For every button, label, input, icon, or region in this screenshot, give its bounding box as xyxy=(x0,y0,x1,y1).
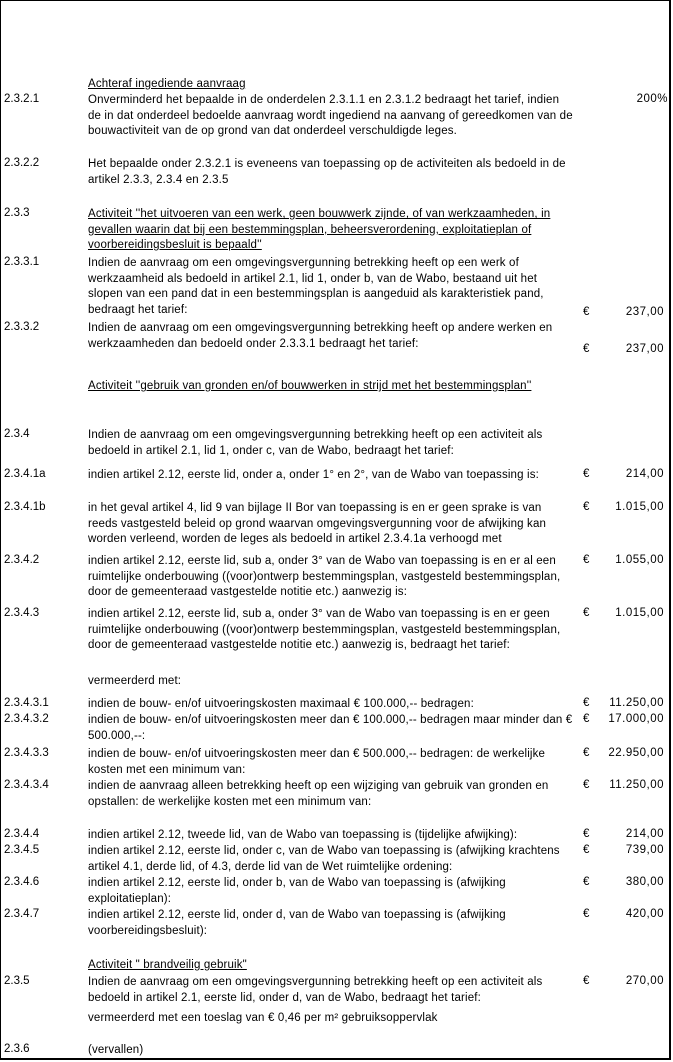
euro-sign: € xyxy=(583,713,590,725)
article-number: 2.3.5 xyxy=(4,975,30,987)
section-heading-werk: Activiteit ''het uitvoeren van een werk, geen bouwwerk zijnde, of van werkzaamheden, in gevallen waarin dat bij een bestemmingsplan, beheersverordening, exploitatieplan of voorbereidingsbesluit is bepaald'' xyxy=(88,208,551,252)
article-number: 2.3.4.3.4 xyxy=(4,779,49,791)
article-number: 2.3.4.5 xyxy=(4,844,40,856)
euro-sign: € xyxy=(583,876,590,888)
euro-sign: € xyxy=(583,844,590,856)
article-text: Indien de aanvraag om een omgevingsvergunning betrekking heeft op andere werken en werkzaamheden dan bedoeld onder 2.3.3.1 bedraagt het tarief: xyxy=(88,322,553,350)
article-number: 2.3.3.2 xyxy=(4,321,40,333)
euro-sign: € xyxy=(583,747,590,759)
euro-sign: € xyxy=(583,501,590,513)
article-text: indien artikel 2.12, eerste lid, sub a, onder 3° van de Wabo van toepassing is en er al een ruimtelijke onderbouwing ((voor)ontwerp bestemmingsplan, vastgesteld bestemmingsplan, door de gemeenteraad vastgestelde notitie etc.) aanwezig is: xyxy=(88,555,561,599)
article-number: 2.3.2.1 xyxy=(4,93,40,105)
euro-sign: € xyxy=(583,779,590,791)
section-heading-achteraf: Achteraf ingediende aanvraag xyxy=(88,78,246,90)
euro-sign: € xyxy=(583,697,590,709)
article-amount: 1.015,00 xyxy=(615,501,664,513)
article-text: indien artikel 2.12, eerste lid, onder b, van de Wabo van toepassing is (afwijking exploitatieplan): xyxy=(88,877,506,905)
euro-sign: € xyxy=(583,908,590,920)
article-amount: 214,00 xyxy=(625,828,664,840)
section-heading-gebruik: Activiteit ''gebruik van gronden en/of bouwwerken in strijd met het bestemmingsplan'' xyxy=(88,380,532,392)
euro-sign: € xyxy=(583,975,590,987)
article-text: indien artikel 2.12, eerste lid, onder c, van de Wabo van toepassing is (afwijking krachtens artikel 4.1, derde lid, of 4.3, derde lid van de Wet ruimtelijke ordening: xyxy=(88,845,560,873)
article-amount: 22.950,00 xyxy=(608,747,664,759)
article-number: 2.3.4.3.1 xyxy=(4,697,49,709)
euro-sign: € xyxy=(583,607,590,619)
euro-sign: € xyxy=(583,554,590,566)
article-number: 2.3.3.1 xyxy=(4,256,40,268)
article-text: indien de bouw- en/of uitvoeringskosten meer dan € 500.000,-- bedragen: de werkelijke kosten met een minimum van: xyxy=(88,748,546,776)
article-number: 2.3.6 xyxy=(4,1043,30,1055)
article-subtext: vermeerderd met: xyxy=(88,675,182,687)
article-subtext: vermeerderd met een toeslag van € 0,46 per m² gebruiksoppervlak xyxy=(88,1012,438,1024)
article-number: 2.3.4.1b xyxy=(4,501,46,513)
article-text: Indien de aanvraag om een omgevingsvergunning betrekking heeft op een activiteit als bedoeld in artikel 2.1, eerste lid, onder d, van de Wabo, bedraagt het tarief: xyxy=(88,976,543,1004)
section-heading-brandveilig: Activiteit " brandveilig gebruik" xyxy=(88,959,247,971)
article-text: (vervallen) xyxy=(88,1044,144,1056)
euro-sign: € xyxy=(583,306,590,318)
article-number: 2.3.4.3.3 xyxy=(4,747,49,759)
article-text: indien artikel 2.12, eerste lid, onder d, van de Wabo van toepassing is (afwijking voorbereidingsbesluit): xyxy=(88,909,506,937)
article-amount: 420,00 xyxy=(625,908,664,920)
article-text: indien artikel 2.12, eerste lid, sub a, onder 3° van de Wabo van toepassing is en er geen ruimtelijke onderbouwing ((voor)ontwerp bestemmingsplan, vastgesteld bestemmingsplan, door de gemeenteraad vastgestelde notitie etc.) aanwezig is, bedraagt het tarief: xyxy=(88,608,561,652)
article-number: 2.3.4 xyxy=(4,428,30,440)
euro-sign: € xyxy=(583,343,590,355)
article-number: 2.3.4.1a xyxy=(4,468,46,480)
article-amount: 237,00 xyxy=(625,343,664,355)
article-amount: 1.015,00 xyxy=(615,607,664,619)
article-text: indien de bouw- en/of uitvoeringskosten meer dan € 100.000,-- bedragen maar minder dan € 500.000,--: xyxy=(88,714,573,742)
article-number: 2.3.4.3.2 xyxy=(4,713,49,725)
article-text: Indien de aanvraag om een omgevingsvergunning betrekking heeft op een activiteit als bedoeld in artikel 2.1, lid 1, onder c, van de Wabo, bedraagt het tarief: xyxy=(88,429,543,457)
article-text: Het bepaalde onder 2.3.2.1 is eveneens van toepassing op de activiteiten als bedoeld in de artikel 2.3.3, 2.3.4 en 2.3.5 xyxy=(88,158,566,186)
article-percentage: 200% xyxy=(636,93,668,105)
article-text: indien de bouw- en/of uitvoeringskosten maximaal € 100.000,-- bedragen: xyxy=(88,698,474,710)
article-amount: 1.055,00 xyxy=(615,554,664,566)
article-amount: 11.250,00 xyxy=(609,779,664,791)
article-number: 2.3.2.2 xyxy=(4,157,40,169)
article-number: 2.3.4.7 xyxy=(4,908,40,920)
euro-sign: € xyxy=(583,828,590,840)
article-amount: 237,00 xyxy=(625,306,664,318)
article-amount: 214,00 xyxy=(625,468,664,480)
article-text: indien de aanvraag alleen betrekking heeft op een wijziging van gebruik van gronden en opstallen: de werkelijke kosten met een minimum van: xyxy=(88,780,549,808)
article-number: 2.3.4.3 xyxy=(4,607,40,619)
article-amount: 17.000,00 xyxy=(608,713,664,725)
article-number: 2.3.4.2 xyxy=(4,554,40,566)
article-text: indien artikel 2.12, eerste lid, onder a, onder 1° en 2°, van de Wabo van toepassing is: xyxy=(88,469,539,481)
euro-sign: € xyxy=(583,468,590,480)
article-text: Indien de aanvraag om een omgevingsvergunning betrekking heeft op een werk of werkzaamheid als bedoeld in artikel 2.1, lid 1, onder b, van de Wabo, bestaand uit het slopen van een pand dat in een bestemmingsplan is aangeduid als karakteristiek pand, bedraagt het tarief: xyxy=(88,257,544,316)
article-number: 2.3.4.6 xyxy=(4,876,40,888)
article-text: in het geval artikel 4, lid 9 van bijlage II Bor van toepassing is en er geen sprake is van reeds vastgesteld beleid op grond waarvan omgevingsvergunning voor de afwijking kan worden verleend, worden de leges als bedoeld in artikel 2.3.4.1a verhoogd met xyxy=(88,502,547,546)
article-amount: 739,00 xyxy=(625,844,664,856)
article-text: Onverminderd het bepaalde in de onderdelen 2.3.1.1 en 2.3.1.2 bedraagt het tarief, indien de in dat onderdeel bedoelde aanvraag wordt ingediend na aanvang of gereedkomen van de bouwactiviteit van de op grond van dat onderdeel verschuldigde leges. xyxy=(88,94,573,138)
article-number: 2.3.4.4 xyxy=(4,828,40,840)
article-amount: 380,00 xyxy=(625,876,664,888)
article-text: indien artikel 2.12, tweede lid, van de Wabo van toepassing is (tijdelijke afwijking): xyxy=(88,829,518,841)
article-amount: 270,00 xyxy=(625,975,664,987)
article-number: 2.3.3 xyxy=(4,207,30,219)
article-amount: 11.250,00 xyxy=(609,697,664,709)
